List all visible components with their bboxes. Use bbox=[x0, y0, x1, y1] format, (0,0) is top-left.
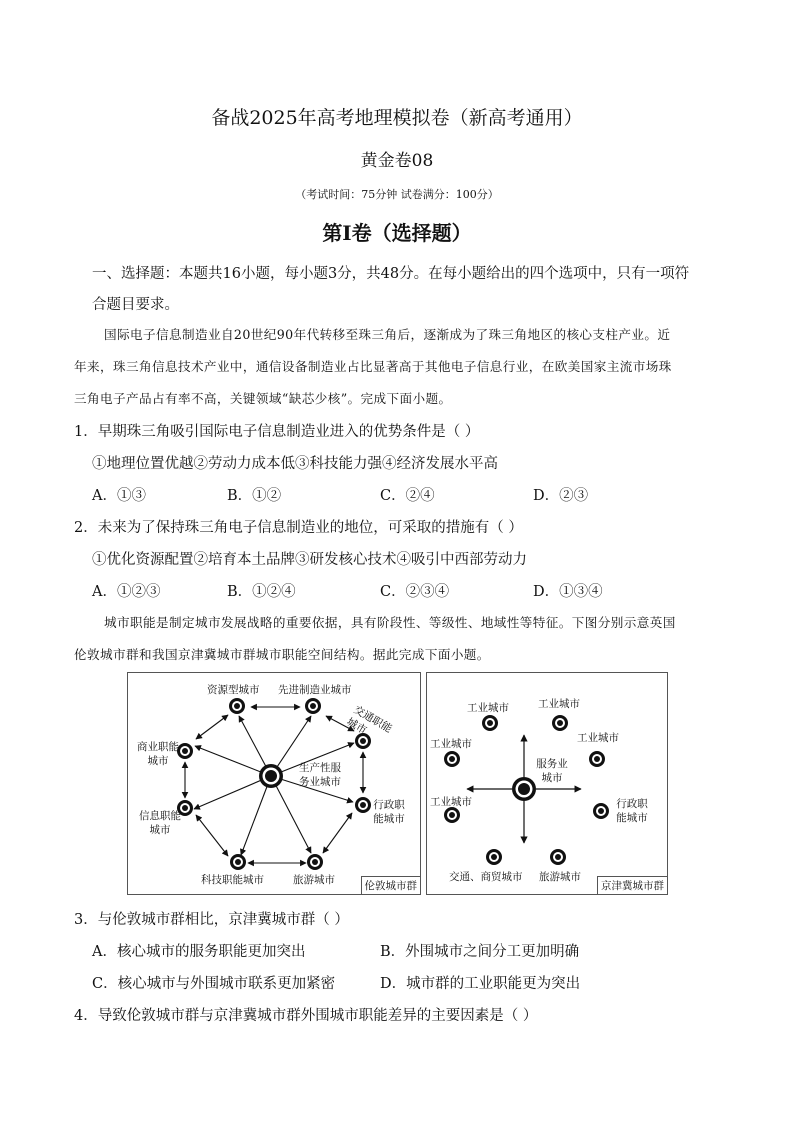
section-title: 第Ⅰ卷（选择题） bbox=[322, 221, 472, 245]
instructions-line2: 合题目要求。 bbox=[92, 297, 179, 313]
london-diagram bbox=[128, 673, 420, 894]
question-3-option-c[interactable]: C．核心城市与外围城市联系更加紧密 bbox=[92, 976, 336, 992]
jjj-node-label-industry-3: 工业城市 bbox=[430, 738, 472, 750]
london-node-label-tech: 科技职能城市 bbox=[201, 874, 264, 886]
london-node-label-info: 信息职能城市 bbox=[139, 810, 181, 836]
passage2-line1: 城市职能是制定城市发展战略的重要依据，具有阶段性、等级性、地域性等特征。下图分别示意英国 bbox=[104, 615, 676, 630]
question-2-stem: 2．未来为了保持珠三角电子信息制造业的地位，可采取的措施有（ ） bbox=[74, 520, 523, 536]
london-node-label-commerce: 商业职能城市 bbox=[137, 741, 179, 767]
figure-jjj-city-cluster bbox=[426, 672, 668, 895]
question-2-option-a[interactable]: A．①②③ bbox=[92, 584, 161, 600]
london-node-label-admin: 行政职能城市 bbox=[373, 799, 405, 825]
question-1-option-c[interactable]: C．②④ bbox=[380, 488, 435, 504]
jjj-node-label-transport-trade: 交通、商贸城市 bbox=[449, 871, 523, 883]
question-1-option-d[interactable]: D．②③ bbox=[533, 488, 589, 504]
london-node-label-transport: 交通职能城市 bbox=[344, 703, 394, 737]
passage2-line2: 伦敦城市群和我国京津冀城市群城市职能空间结构。据此完成下面小题。 bbox=[74, 647, 490, 662]
london-node-label-tourism: 旅游城市 bbox=[293, 874, 335, 886]
passage1-line2: 年来，珠三角信息技术产业中，通信设备制造业占比显著高于其他电子信息行业，在欧美国家主流市场珠 bbox=[74, 359, 672, 374]
question-2-option-c[interactable]: C．②③④ bbox=[380, 584, 450, 600]
figure-london-city-cluster bbox=[127, 672, 421, 895]
jjj-figure-caption: 京津冀城市群 bbox=[597, 876, 667, 894]
question-1-items: ①地理位置优越②劳动力成本低③科技能力强④经济发展水平高 bbox=[92, 456, 498, 472]
exam-info: （考试时间：75分钟 试卷满分：100分） bbox=[295, 188, 499, 201]
question-2-option-b[interactable]: B．①②④ bbox=[227, 584, 296, 600]
passage1-line3: 三角电子产品占有率不高，关键领域“缺芯少核”。完成下面小题。 bbox=[74, 391, 452, 406]
question-3-option-a[interactable]: A．核心城市的服务职能更加突出 bbox=[92, 944, 306, 960]
jjj-center-label: 服务业城市 bbox=[536, 758, 568, 784]
question-1-stem: 1．早期珠三角吸引国际电子信息制造业进入的优势条件是（ ） bbox=[74, 424, 480, 440]
jjj-node-label-industry-4: 工业城市 bbox=[577, 732, 619, 744]
paper-title: 备战2025年高考地理模拟卷（新高考通用） bbox=[211, 107, 583, 129]
instructions-line1: 一、选择题：本题共16小题，每小题3分，共48分。在每小题给出的四个选项中，只有一项符 bbox=[92, 266, 690, 282]
question-3-stem: 3．与伦敦城市群相比，京津冀城市群（ ） bbox=[74, 912, 349, 928]
jjj-node-label-tourism: 旅游城市 bbox=[539, 871, 581, 883]
question-1-option-b[interactable]: B．①② bbox=[227, 488, 282, 504]
passage1-line1: 国际电子信息制造业自20世纪90年代转移至珠三角后，逐渐成为了珠三角地区的核心支柱产业。近 bbox=[104, 327, 671, 342]
jjj-node-label-industry-5: 工业城市 bbox=[430, 796, 472, 808]
question-3-option-b[interactable]: B．外围城市之间分工更加明确 bbox=[380, 944, 580, 960]
question-2-items: ①优化资源配置②培育本土品牌③研发核心技术④吸引中西部劳动力 bbox=[92, 552, 527, 568]
london-node-label-manufacturing: 先进制造业城市 bbox=[278, 684, 352, 696]
question-4-stem: 4．导致伦敦城市群与京津冀城市群外围城市职能差异的主要因素是（ ） bbox=[74, 1008, 538, 1024]
jjj-node-label-industry-1: 工业城市 bbox=[467, 702, 509, 714]
question-2-option-d[interactable]: D．①③④ bbox=[533, 584, 603, 600]
london-node-label-resource: 资源型城市 bbox=[207, 684, 260, 696]
jjj-node-label-industry-2: 工业城市 bbox=[538, 698, 580, 710]
london-center-label: 生产性服务业城市 bbox=[299, 762, 341, 788]
paper-subtitle: 黄金卷08 bbox=[360, 151, 434, 171]
question-1-option-a[interactable]: A．①③ bbox=[92, 488, 146, 504]
jjj-node-label-admin: 行政职能城市 bbox=[616, 798, 648, 824]
london-figure-caption: 伦敦城市群 bbox=[361, 876, 421, 894]
question-3-option-d[interactable]: D．城市群的工业职能更为突出 bbox=[380, 976, 581, 992]
